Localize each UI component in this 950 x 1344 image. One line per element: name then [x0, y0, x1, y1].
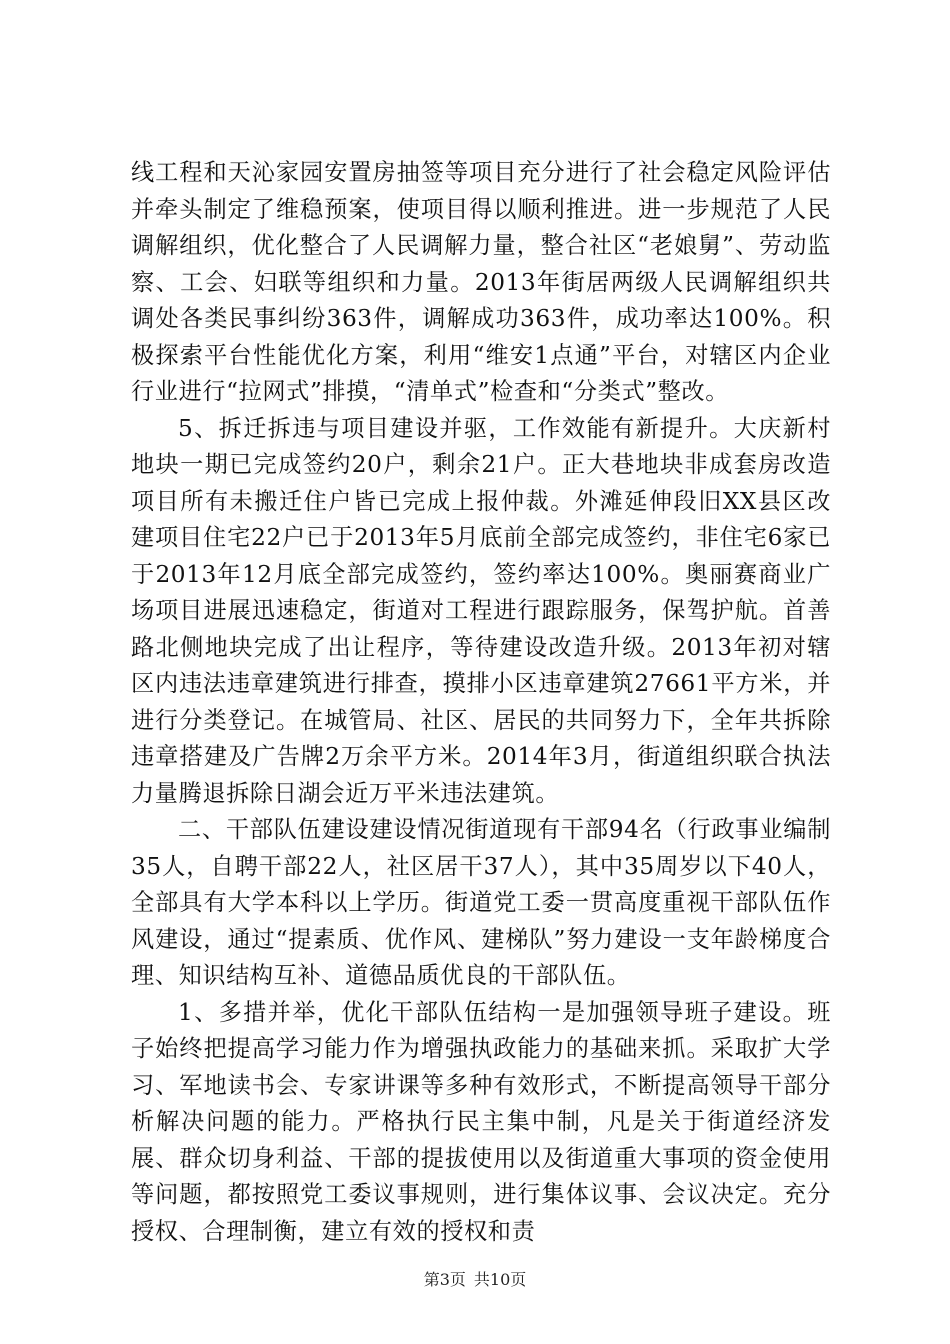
paragraph-demolition: 5、拆迁拆违与项目建设并驱，工作效能有新提升。大庆新村地块一期已完成签约20户，剩余21户。正大巷地块非成套房改造项目所有未搬迁住户皆已完成上报仲裁。外滩延伸段旧XX县区改建项目住宅22户已于2013年5月底前全部完成签约，非住宅6家已于2013年12月底全部完成签约，签约率达100%。奥丽赛商业广场项目进展迅速稳定，街道对工程进行跟踪服务，保驾护航。首善路北侧地块完成了出让程序，等待建设改造升级。2013年初对辖区内违法违章建筑进行排查，摸排小区违章建筑27661平方米，并进行分类登记。在城管局、社区、居民的共同努力下，全年共拆除违章搭建及广告牌2万余平方米。2014年3月，街道组织联合执法力量腾退拆除日湖会近万平米违法建筑。 — [131, 414, 831, 807]
page-number: 第3页 — [423, 1270, 466, 1289]
document-body — [131, 155, 831, 1250]
paragraph-measures: 1、多措并举，优化干部队伍结构一是加强领导班子建设。班子始终把提高学习能力作为增强执政能力的基础来抓。采取扩大学习、军地读书会、专家讲课等多种有效形式，不断提高领导干部分析解决问题的能力。严格执行民主集中制，凡是关于街道经济发展、群众切身利益、干部的提拔使用以及街道重大事项的资金使用等问题，都按照党工委议事规则，进行集体议事、会议决定。充分授权、合理制衡，建立有效的授权和责 — [131, 998, 831, 1245]
paragraph-continuation: 线工程和天沁家园安置房抽签等项目充分进行了社会稳定风险评估并牵头制定了维稳预案，使项目得以顺利推进。进一步规范了人民调解组织，优化整合了人民调解力量，整合社区“老娘舅”、劳动监察、工会、妇联等组织和力量。2013年街居两级人民调解组织共调处各类民事纠纷363件，调解成功363件，成功率达100%。积极探索平台性能优化方案，利用“维安1点通”平台，对辖区内企业行业进行“拉网式”排摸，“清单式”检查和“分类式”整改。 — [131, 159, 831, 405]
page-footer — [0, 1270, 950, 1290]
page-total: 共10页 — [473, 1270, 527, 1289]
paragraph-cadre-team: 二、干部队伍建设建设情况街道现有干部94名（行政事业编制35人，自聘干部22人，社区居干37人），其中35周岁以下40人，全部具有大学本科以上学历。街道党工委一贯高度重视干部队伍作风建设，通过“提素质、优作风、建梯队”努力建设一支年龄梯度合理、知识结构互补、道德品质优良的干部队伍。 — [131, 816, 831, 989]
